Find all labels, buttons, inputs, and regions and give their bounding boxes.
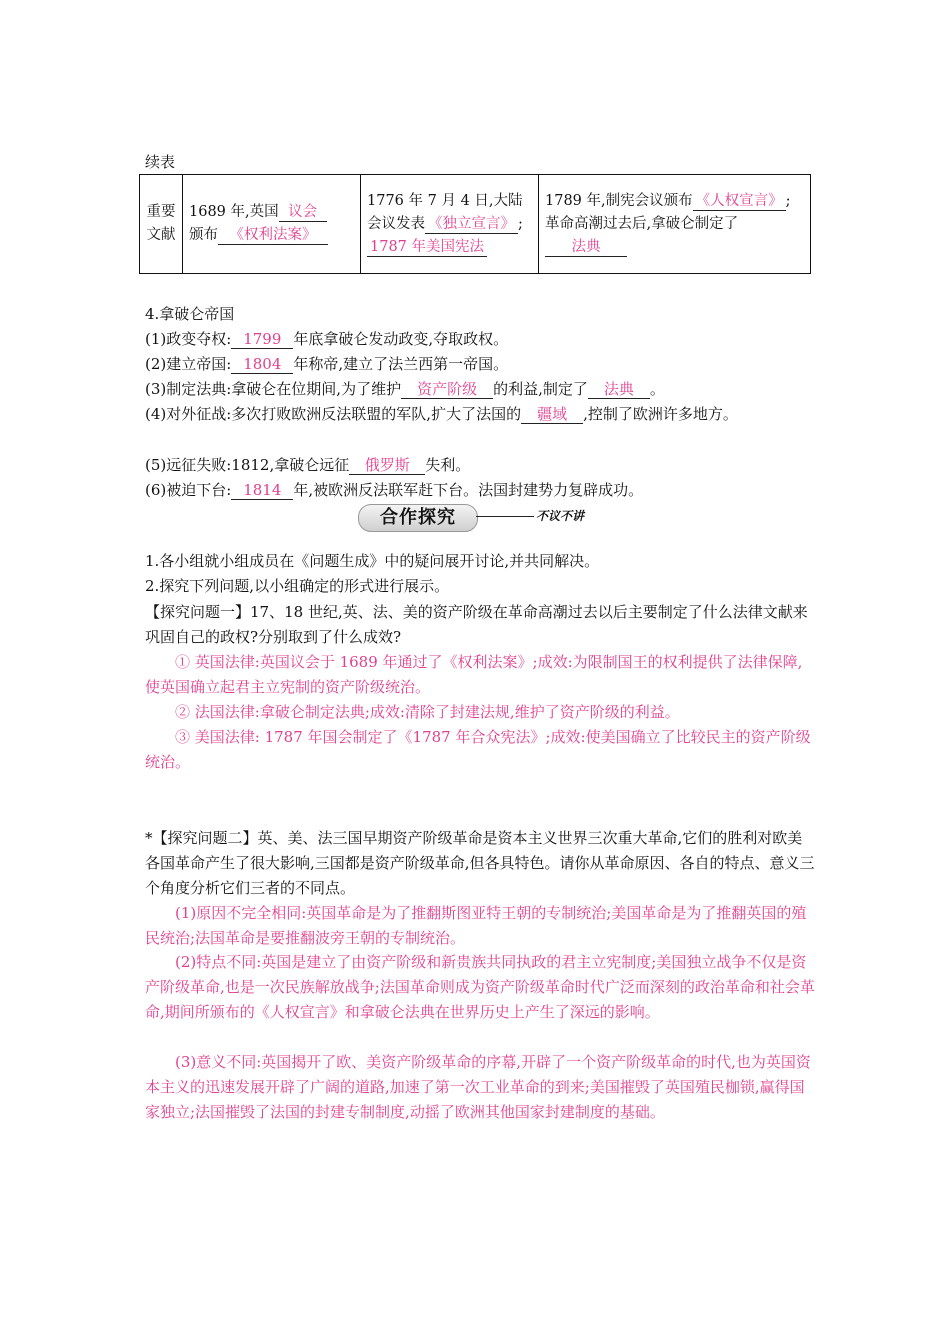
answer: 《人权宣言》	[695, 192, 783, 209]
answer: 资产阶级	[417, 380, 478, 398]
answer: 1787 年美国宪法	[370, 238, 485, 255]
banner-subtitle: 不议不讲	[536, 509, 585, 523]
item-text: (5)远征失败:1812,拿破仑远征	[145, 456, 350, 474]
list-item	[145, 378, 665, 400]
answer: 1804	[243, 355, 282, 373]
documents-table	[139, 174, 811, 274]
item-text: (1)政变夺权:	[145, 330, 232, 348]
cell-text: ;革命高潮过去后,拿破仑制定了	[545, 192, 791, 232]
answer-paragraph: ② 法国法律:拿破仑制定法典;成效:清除了封建法规,维护了资产阶级的利益。	[175, 703, 680, 721]
item-text: (2)建立帝国:	[145, 355, 232, 373]
answer-paragraph: (3)意义不同:英国揭开了欧、美资产阶级革命的序幕,开辟了一个资产阶级革命的时代,也为英国资本主义的迅速发展开辟了广阔的道路,加速了第一次工业革命的到来;美国摧毁了英国殖民枷锁,赢得国家独立;法国摧毁了法国的封建专制制度,动摇了欧洲其他国家封建制度的基础。	[145, 1053, 811, 1121]
instruction-line: 2.探究下列问题,以小组确定的形式进行展示。	[145, 577, 450, 595]
answer: 1799	[243, 330, 282, 348]
answer: 疆域	[537, 405, 568, 423]
item-text: (4)对外征战:多次打败欧洲反法联盟的军队,扩大了法国的	[145, 405, 522, 423]
cell-text: 1789 年,制宪会议颁布	[545, 192, 693, 209]
question-one: 【探究问题一】17、18 世纪,英、法、美的资产阶级在革命高潮过去以后主要制定了什么法律文献来巩固自己的政权?分别取到了什么成效?	[145, 603, 808, 646]
table-caption: 续表	[145, 153, 176, 171]
cell-text: 1689 年,英国	[189, 204, 279, 220]
item-text: 年,被欧洲反法联军赶下台。法国封建势力复辟成功。	[293, 481, 644, 499]
answer-paragraph: ③ 美国法律: 1787 年国会制定了《1787 年合众宪法》;成效:使美国确立了比较民主的资产阶级统治。	[145, 728, 811, 771]
item-text: 的利益,制定了	[493, 380, 588, 398]
item-text: (3)制定法典:拿破仑在位期间,为了维护	[145, 380, 402, 398]
item-text: 。	[649, 380, 665, 398]
cell-usa	[361, 175, 539, 274]
list-item	[145, 353, 508, 375]
banner-title: 合作探究	[358, 504, 478, 532]
item-text: (6)被迫下台:	[145, 481, 232, 499]
cell-france	[539, 175, 811, 274]
cell-text: ;	[518, 215, 523, 232]
answer: 《权利法案》	[229, 227, 317, 243]
answer-paragraph: (2)特点不同:英国是建立了由资产阶级和新贵族共同执政的君主立宪制度;美国独立战争不仅是资产阶级革命,也是一次民族解放战争;法国革命则成为资产阶级革命时代广泛而深刻的政治革命和社会革命,期间所颁布的《人权宣言》和拿破仑法典在世界历史上产生了深远的影响。	[145, 953, 815, 1021]
item-text: 年底拿破仑发动政变,夺取政权。	[293, 330, 509, 348]
cell-text: 1776 年 7 月 4 日,大陆会议发表	[367, 192, 523, 232]
answer: 法典	[571, 238, 601, 255]
answer: 1814	[243, 481, 282, 499]
answer: 俄罗斯	[364, 456, 410, 474]
cell-text: 颁布	[189, 227, 218, 243]
answer-paragraph: ① 英国法律:英国议会于 1689 年通过了《权利法案》;成效:为限制国王的权利提供了法律保障,使英国确立起君主立宪制的资产阶级统治。	[145, 653, 803, 696]
cell-england	[183, 175, 361, 274]
question-two: *【探究问题二】英、美、法三国早期资产阶级革命是资本主义世界三次重大革命,它们的胜利对欧美各国革命产生了很大影响,三国都是资产阶级革命,但各具特色。请你从革命原因、各自的特点、意义三个角度分析它们三者的不同点。	[145, 829, 815, 897]
item-text: 年称帝,建立了法兰西第一帝国。	[293, 355, 509, 373]
answer-paragraph: (1)原因不完全相同:英国革命是为了推翻斯图亚特王朝的专制统治;美国革命是为了推翻英国的殖民统治;法国革命是要推翻波旁王朝的专制统治。	[145, 904, 807, 947]
answer: 《独立宣言》	[428, 215, 515, 232]
section-banner	[358, 501, 590, 534]
answer: 法典	[603, 380, 634, 398]
list-item	[145, 328, 508, 350]
section-heading: 4.拿破仑帝国	[145, 305, 235, 323]
list-item	[145, 479, 643, 501]
answer: 议会	[288, 204, 318, 220]
list-item	[145, 403, 738, 425]
row-label: 重要文献	[140, 175, 183, 274]
list-item	[145, 454, 470, 476]
item-text: ,控制了欧洲许多地方。	[583, 405, 738, 423]
item-text: 失利。	[425, 456, 471, 474]
instruction-line: 1.各小组就小组成员在《问题生成》中的疑问展开讨论,并共同解决。	[145, 552, 600, 570]
banner-divider	[476, 516, 534, 517]
